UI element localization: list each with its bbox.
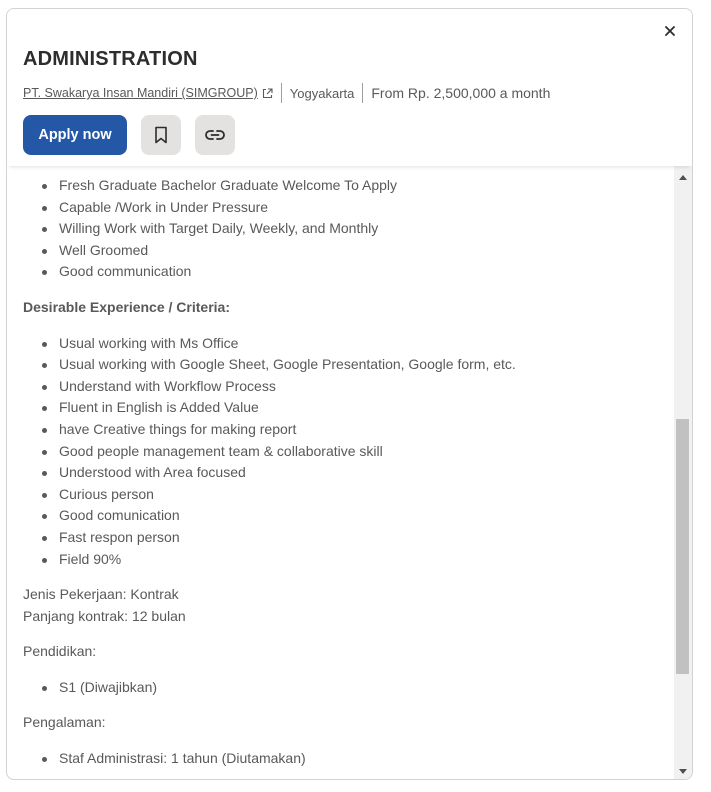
bookmark-icon: [153, 126, 169, 144]
requirements-list: [23, 175, 660, 283]
meta-divider: [362, 83, 363, 103]
external-link-icon: [262, 88, 273, 99]
job-location: Yogyakarta: [289, 85, 355, 101]
list-item: Field 90%: [23, 549, 660, 571]
close-button[interactable]: [660, 21, 680, 41]
scrollbar[interactable]: [674, 166, 692, 780]
list-item: Fast respon person: [23, 527, 660, 549]
job-header: [7, 9, 692, 166]
job-actions: [23, 115, 235, 155]
job-title: ADMINISTRATION: [23, 48, 198, 70]
experience-list: [23, 748, 660, 770]
education-list: [23, 677, 660, 699]
job-type: Jenis Pekerjaan: Kontrak: [23, 586, 179, 603]
copy-link-button[interactable]: [195, 115, 235, 155]
company-name: PT. Swakarya Insan Mandiri (SIMGROUP): [23, 86, 258, 100]
list-item: have Creative things for making report: [23, 419, 660, 441]
experience-heading: Pengalaman:: [23, 714, 106, 731]
list-item: Curious person: [23, 484, 660, 506]
list-item: Usual working with Google Sheet, Google Presentation, Google form, etc.: [23, 354, 660, 376]
scroll-down-arrow-icon: [679, 769, 687, 774]
list-item: Good people management team & collaborative skill: [23, 441, 660, 463]
list-item: Staf Administrasi: 1 tahun (Diutamakan): [23, 748, 660, 770]
scroll-up-arrow-icon: [679, 175, 687, 180]
scroll-up-button[interactable]: [674, 170, 692, 184]
list-item: Good comunication: [23, 505, 660, 527]
list-item: Willing Work with Target Daily, Weekly, and Monthly: [23, 218, 660, 240]
education-heading: Pendidikan:: [23, 643, 97, 660]
desirable-list: [23, 333, 660, 571]
job-salary: From Rp. 2,500,000 a month: [371, 85, 551, 101]
desirable-heading: Desirable Experience / Criteria:: [23, 298, 230, 315]
list-item: Fluent in English is Added Value: [23, 397, 660, 419]
list-item: Usual working with Ms Office: [23, 333, 660, 355]
scroll-down-button[interactable]: [674, 764, 692, 778]
list-item: Good communication: [23, 261, 660, 283]
link-icon: [205, 129, 225, 141]
apply-now-button[interactable]: Apply now: [23, 115, 127, 155]
job-detail-panel: [6, 8, 693, 780]
list-item: S1 (Diwajibkan): [23, 677, 660, 699]
scroll-thumb[interactable]: [676, 419, 689, 674]
close-icon: [665, 26, 675, 36]
meta-divider: [281, 83, 282, 103]
job-description: [7, 166, 676, 780]
list-item: Understood with Area focused: [23, 462, 660, 484]
list-item: Understand with Workflow Process: [23, 376, 660, 398]
list-item: Fresh Graduate Bachelor Graduate Welcome To Apply: [23, 175, 660, 197]
company-link[interactable]: [23, 86, 273, 100]
job-meta: [23, 83, 550, 103]
list-item: Well Groomed: [23, 240, 660, 262]
list-item: Capable /Work in Under Pressure: [23, 197, 660, 219]
contract-length: Panjang kontrak: 12 bulan: [23, 607, 186, 624]
save-job-button[interactable]: [141, 115, 181, 155]
